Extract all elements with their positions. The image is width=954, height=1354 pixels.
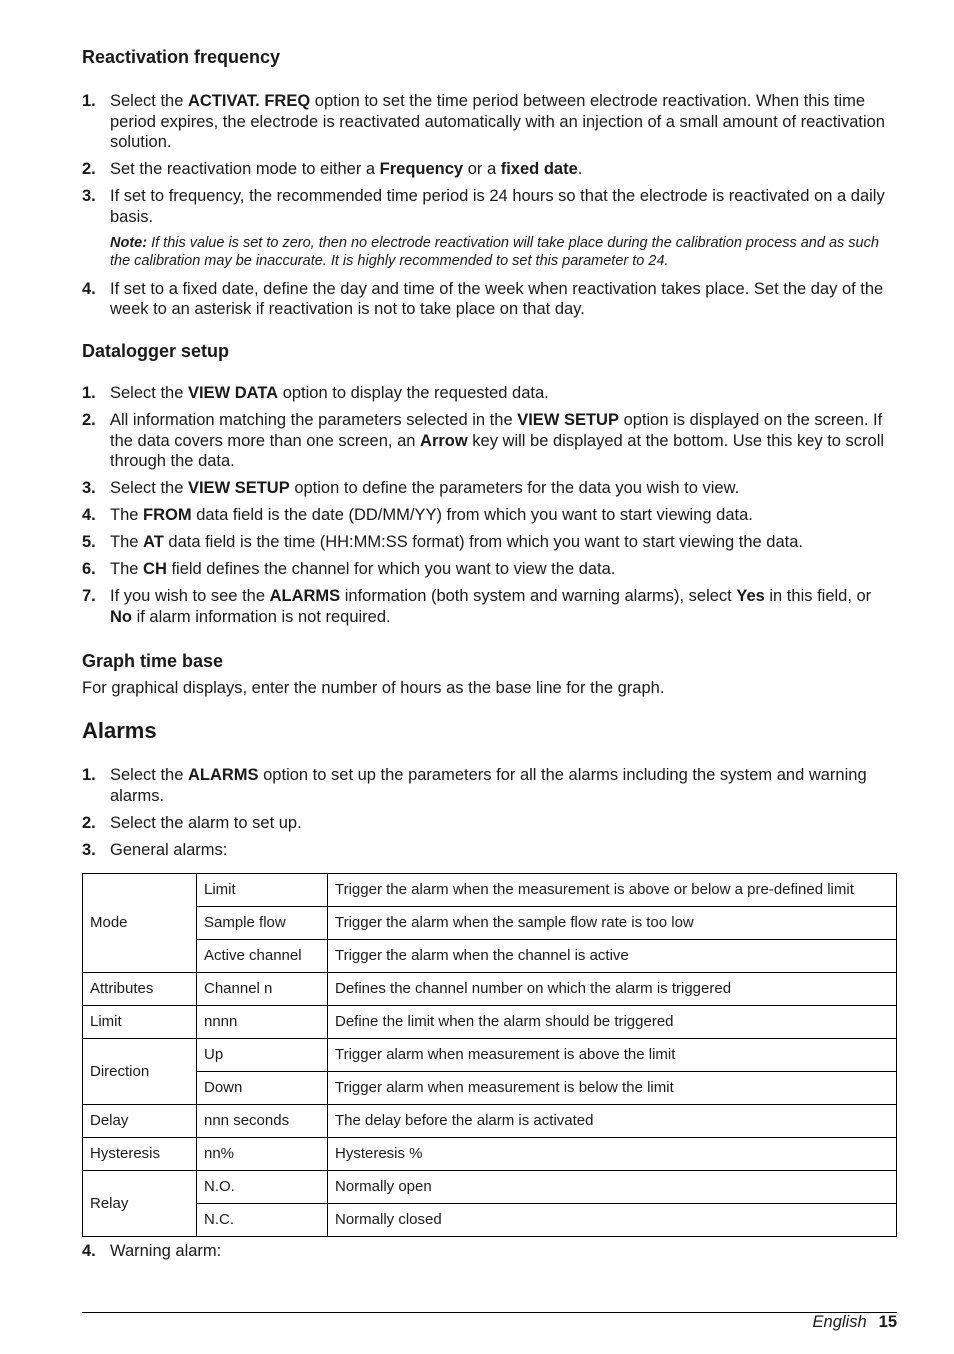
step-number: 3.: [82, 187, 96, 205]
graph-heading: Graph time base: [82, 651, 224, 671]
alarm-option-cell: Channel n: [197, 973, 328, 1006]
table-row: [83, 1204, 897, 1237]
general-alarms-table: [82, 873, 897, 1237]
alarm-option-cell: N.C.: [197, 1204, 328, 1237]
step-text: If set to a fixed date, define the day and time of the week when reactivation takes place. Set the day of the week to an asterisk if reactivation is not to take place on that day.: [110, 279, 884, 318]
list-item: [82, 813, 897, 834]
table-row: [83, 874, 897, 907]
step-number: 1.: [82, 92, 96, 110]
step-number: 4.: [82, 1242, 96, 1260]
step-text: data field is the time (HH:MM:SS format) from which you want to start viewing the data.: [163, 533, 803, 551]
step-text: option to display the requested data.: [278, 384, 549, 402]
alarm-description-cell: Normally closed: [328, 1204, 897, 1237]
step-number: 2.: [82, 160, 96, 178]
step-text: Select the: [110, 479, 188, 497]
list-item: [82, 765, 897, 806]
alarm-parameter-cell: Hysteresis: [83, 1138, 197, 1171]
step-number: 4.: [82, 506, 96, 524]
note-text: If this value is set to zero, then no electrode reactivation will take place during the calibration process and as such the calibration may be inaccurate. It is highly recommended to set this parameter to 24.: [110, 234, 879, 269]
step-keyword: Yes: [736, 587, 765, 605]
list-item: [82, 159, 897, 180]
step-text: data field is the date (DD/MM/YY) from which you want to start viewing data.: [191, 506, 753, 524]
page-number: 15: [878, 1313, 897, 1331]
step-number: 5.: [82, 533, 96, 551]
step-keyword: VIEW DATA: [187, 384, 279, 402]
list-item: [82, 840, 897, 861]
footer-language: English: [812, 1313, 867, 1331]
alarm-parameter-cell: Attributes: [83, 973, 197, 1006]
step-number: 2.: [82, 411, 96, 429]
alarm-option-cell: Down: [197, 1072, 328, 1105]
list-item: [82, 532, 897, 553]
step-text: option to define the parameters for the data you wish to view.: [289, 479, 740, 497]
list-item: [82, 383, 897, 404]
step-keyword: VIEW SETUP: [187, 479, 290, 497]
alarms-steps: [82, 765, 897, 867]
table-row: [83, 1138, 897, 1171]
step-keyword: Arrow: [420, 431, 468, 450]
alarm-description-cell: Normally open: [328, 1171, 897, 1204]
step-text: All information matching the parameters selected in the: [110, 411, 518, 429]
alarms-step-4-list: [82, 1241, 897, 1268]
table-row: [83, 1039, 897, 1072]
step-number: 1.: [82, 766, 96, 784]
step-text: if alarm information is not required.: [132, 607, 391, 626]
alarms-heading: Alarms: [82, 718, 157, 743]
page-footer: [813, 1312, 897, 1332]
alarm-description-cell: Trigger alarm when measurement is below the limit: [328, 1072, 897, 1105]
step-keyword: ALARMS: [187, 766, 259, 784]
step-text: Select the: [110, 766, 188, 784]
step-number: 6.: [82, 560, 96, 578]
table-row: [83, 907, 897, 940]
step-text: Warning alarm:: [110, 1242, 222, 1260]
list-item: [82, 1241, 897, 1262]
step-text: Set the reactivation mode to either a: [110, 160, 380, 178]
step-text: Select the alarm to set up.: [110, 813, 302, 832]
reactivation-steps: [82, 91, 897, 326]
step-text: or a: [463, 160, 501, 178]
alarm-description-cell: Trigger the alarm when the measurement is above or below a pre-defined limit: [328, 874, 897, 907]
step-text: information (both system and warning alarms), select: [340, 587, 737, 605]
step-text: The: [110, 533, 144, 551]
step-text: field defines the channel for which you want to view the data.: [166, 560, 616, 578]
alarm-description-cell: Trigger alarm when measurement is above the limit: [328, 1039, 897, 1072]
step-keyword: CH: [143, 560, 167, 578]
alarm-description-cell: Define the limit when the alarm should be triggered: [328, 1006, 897, 1039]
note-label: Note:: [110, 234, 148, 251]
alarm-option-cell: nnn seconds: [197, 1105, 328, 1138]
step-text: option is displayed on the screen. If the data covers more than one screen, an: [110, 411, 883, 450]
step-text: key will be displayed at the bottom. Use this key to scroll through the data.: [110, 431, 885, 470]
step-text: Select the: [110, 384, 188, 402]
step-text: General alarms:: [110, 840, 228, 859]
list-item: [82, 559, 897, 580]
footer-divider: [82, 1312, 897, 1313]
alarm-parameter-cell: Mode: [83, 874, 197, 973]
alarm-description-cell: Defines the channel number on which the alarm is triggered: [328, 973, 897, 1006]
step-text: The: [110, 560, 144, 578]
step-text: option to set the time period between electrode reactivation. When this time period expires, the electrode is reactivated automatically with an injection of a small amount of reactivation solution.: [110, 92, 885, 151]
alarm-option-cell: nnnn: [197, 1006, 328, 1039]
step-number: 1.: [82, 384, 96, 402]
list-item: [82, 478, 897, 499]
table-row: [83, 973, 897, 1006]
alarm-description-cell: Trigger the alarm when the sample flow rate is too low: [328, 907, 897, 940]
step-keyword: AT: [143, 533, 164, 551]
step-number: 3.: [82, 479, 96, 497]
step-number: 2.: [82, 813, 96, 832]
list-item: [82, 586, 897, 627]
alarm-description-cell: Hysteresis %: [328, 1138, 897, 1171]
step-keyword: VIEW SETUP: [517, 411, 619, 429]
step-text: in this field, or: [764, 587, 872, 605]
graph-text: For graphical displays, enter the number of hours as the base line for the graph.: [82, 679, 665, 697]
step-keyword: fixed date: [500, 160, 578, 178]
alarm-option-cell: Active channel: [197, 940, 328, 973]
alarm-option-cell: Limit: [197, 874, 328, 907]
note: [110, 234, 897, 270]
step-keyword: FROM: [143, 506, 192, 524]
reactivation-heading: Reactivation frequency: [82, 47, 281, 67]
alarm-parameter-cell: Direction: [83, 1039, 197, 1105]
list-item: [82, 410, 897, 472]
step-keyword: No: [110, 607, 132, 626]
alarm-parameter-cell: Relay: [83, 1171, 197, 1237]
step-number: 7.: [82, 587, 96, 605]
list-item: [82, 186, 897, 227]
step-text: The: [110, 506, 144, 524]
table-row: [83, 1171, 897, 1204]
step-text: If set to frequency, the recommended time period is 24 hours so that the electrode is reactivated on a daily basis.: [110, 187, 885, 226]
table-row: [83, 1105, 897, 1138]
table-row: [83, 940, 897, 973]
alarm-parameter-cell: Delay: [83, 1105, 197, 1138]
step-text: Select the: [110, 92, 188, 110]
step-keyword: ALARMS: [269, 587, 341, 605]
alarm-description-cell: The delay before the alarm is activated: [328, 1105, 897, 1138]
step-text: If you wish to see the: [110, 587, 270, 605]
alarm-description-cell: Trigger the alarm when the channel is active: [328, 940, 897, 973]
step-keyword: ACTIVAT. FREQ: [187, 92, 311, 110]
datalogger-heading: Datalogger setup: [82, 341, 230, 361]
alarm-parameter-cell: Limit: [83, 1006, 197, 1039]
alarm-option-cell: Sample flow: [197, 907, 328, 940]
alarm-option-cell: Up: [197, 1039, 328, 1072]
list-item: [82, 279, 897, 320]
alarm-option-cell: nn%: [197, 1138, 328, 1171]
list-item: [82, 91, 897, 153]
alarm-option-cell: N.O.: [197, 1171, 328, 1204]
step-number: 4.: [82, 279, 96, 298]
step-text: .: [577, 160, 583, 178]
table-row: [83, 1072, 897, 1105]
list-item: [82, 505, 897, 526]
datalogger-steps: [82, 383, 897, 634]
step-keyword: Frequency: [379, 160, 464, 178]
step-text: option to set up the parameters for all the alarms including the system and warning alarms.: [110, 766, 867, 805]
step-number: 3.: [82, 840, 96, 859]
table-row: [83, 1006, 897, 1039]
